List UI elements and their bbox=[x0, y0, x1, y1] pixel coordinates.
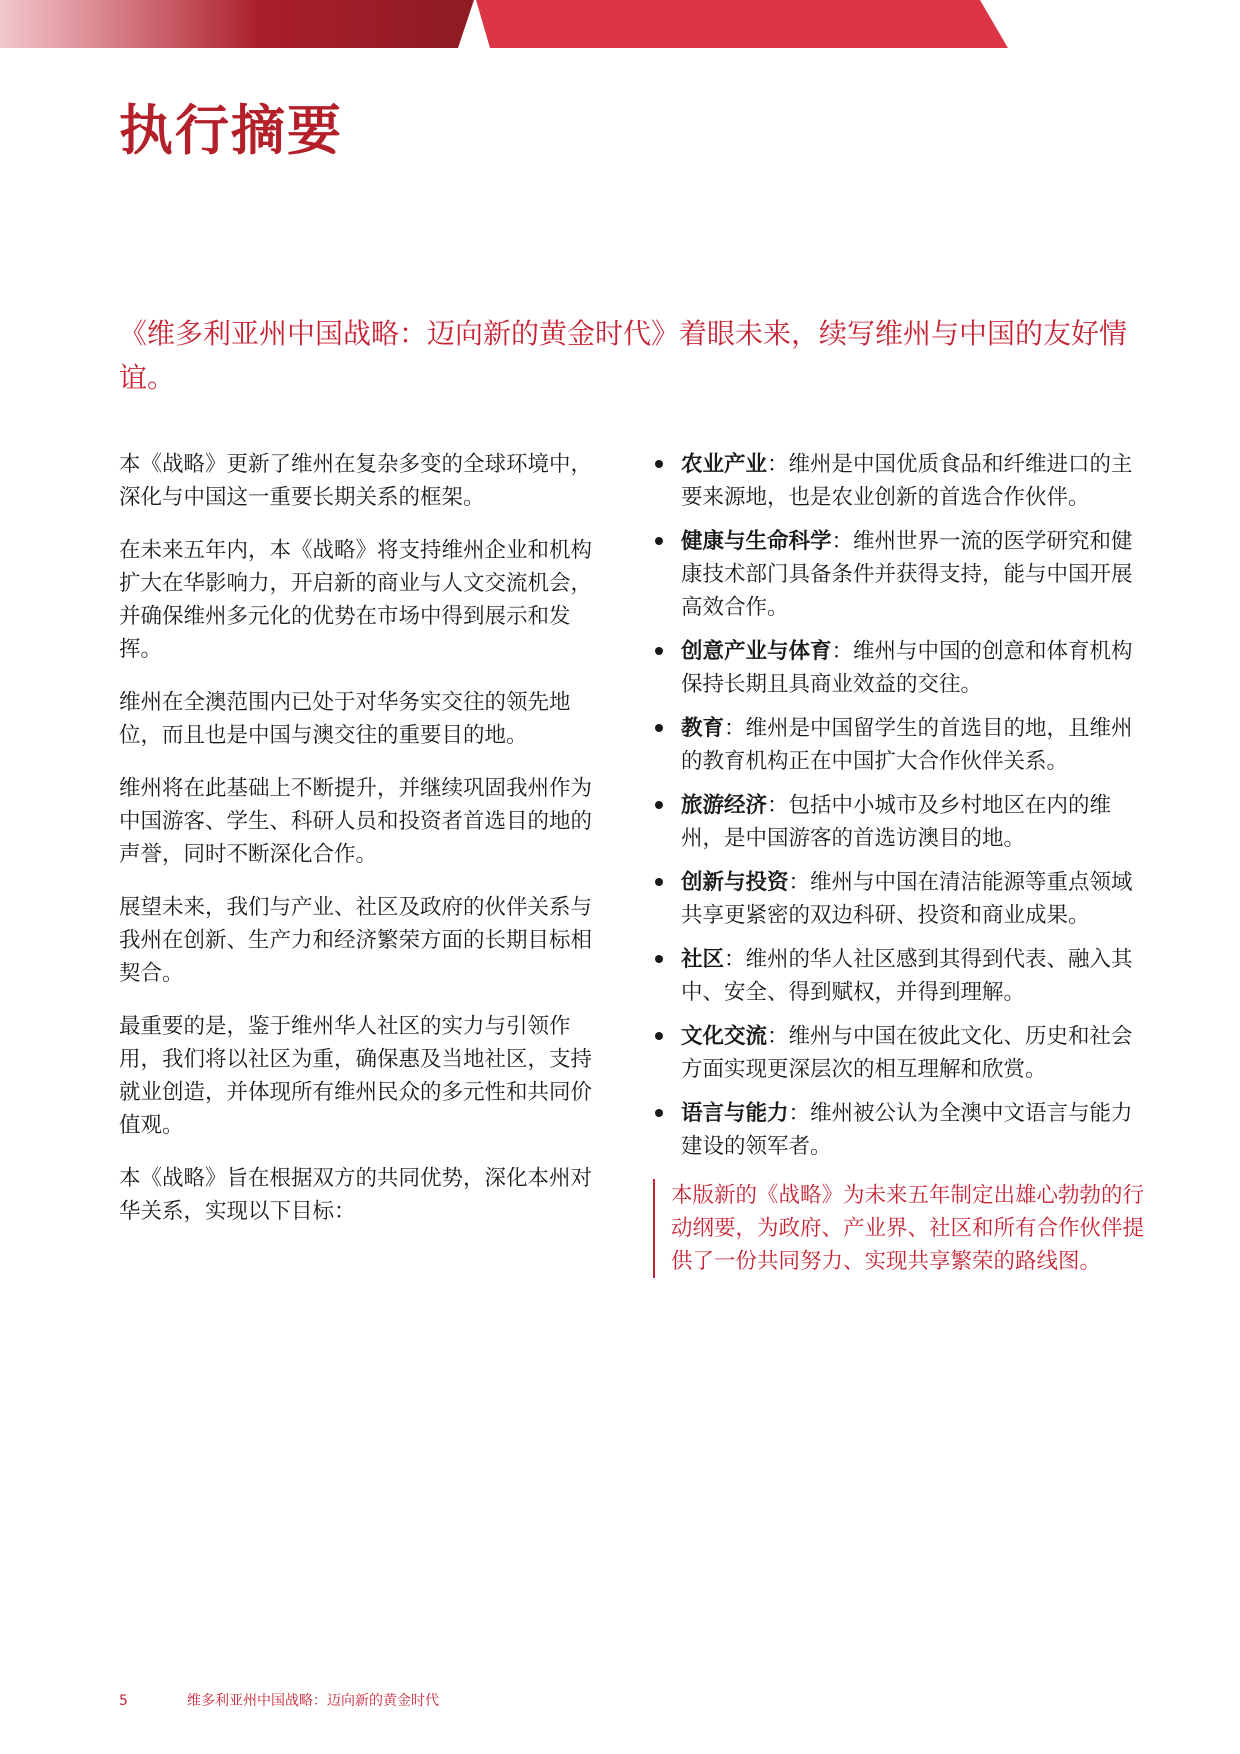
bullet-term: 农业产业 bbox=[681, 452, 768, 477]
paragraph: 最重要的是，鉴于维州华人社区的实力与引领作用，我们将以社区为重，确保惠及当地社区，支持就业创造，并体现所有维州民众的多元性和共同价值观。 bbox=[119, 1014, 593, 1138]
list-item bbox=[653, 943, 1153, 1009]
bullet-term: 文化交流 bbox=[681, 1024, 768, 1049]
bullet-text: ：维州与中国在清洁能源等重点领域共享更紧密的双边科研、投资和商业成果。 bbox=[681, 870, 1133, 928]
banner-left-band bbox=[0, 0, 474, 48]
bullet-icon bbox=[655, 955, 663, 963]
footer-title: 维多利亚州中国战略：迈向新的黄金时代 bbox=[187, 1693, 439, 1709]
left-column bbox=[119, 448, 601, 1248]
bullet-icon bbox=[655, 801, 663, 809]
top-banner bbox=[0, 0, 1240, 48]
paragraph: 维州将在此基础上不断提升，并继续巩固我州作为中国游客、学生、科研人员和投资者首选目的地的声誉，同时不断深化合作。 bbox=[119, 776, 593, 867]
bullet-term: 教育 bbox=[681, 716, 725, 741]
list-item bbox=[653, 1097, 1153, 1163]
bullet-icon bbox=[655, 878, 663, 886]
list-item bbox=[653, 866, 1153, 932]
paragraph: 展望未来，我们与产业、社区及政府的伙伴关系与我州在创新、生产力和经济繁荣方面的长期目标相契合。 bbox=[119, 895, 593, 986]
bullet-text: ：维州是中国留学生的首选目的地，且维州的教育机构正在中国扩大合作伙伴关系。 bbox=[681, 716, 1133, 774]
paragraph: 在未来五年内，本《战略》将支持维州企业和机构扩大在华影响力，开启新的商业与人文交流机会，并确保维州多元化的优势在市场中得到展示和发挥。 bbox=[119, 538, 593, 662]
bullet-icon bbox=[655, 1032, 663, 1040]
paragraph: 本《战略》更新了维州在复杂多变的全球环境中，深化与中国这一重要长期关系的框架。 bbox=[119, 452, 593, 510]
bullet-term: 创意产业与体育 bbox=[681, 639, 832, 664]
bullet-term: 语言与能力 bbox=[681, 1101, 789, 1126]
bullet-text: ：维州世界一流的医学研究和健康技术部门具备条件并获得支持，能与中国开展高效合作。 bbox=[681, 529, 1133, 620]
objectives-list bbox=[653, 448, 1153, 1163]
bullet-text: ：维州与中国的创意和体育机构保持长期且具商业效益的交往。 bbox=[681, 639, 1133, 697]
bullet-icon bbox=[655, 647, 663, 655]
page-footer bbox=[119, 1690, 439, 1710]
bullet-text: ：维州是中国优质食品和纤维进口的主要来源地，也是农业创新的首选合作伙伴。 bbox=[681, 452, 1133, 510]
bullet-term: 创新与投资 bbox=[681, 870, 789, 895]
list-item bbox=[653, 635, 1153, 701]
right-column bbox=[653, 448, 1153, 1278]
bullet-icon bbox=[655, 1109, 663, 1117]
page-title: 执行摘要 bbox=[119, 99, 343, 162]
bullet-text: ：维州与中国在彼此文化、历史和社会方面实现更深层次的相互理解和欣赏。 bbox=[681, 1024, 1133, 1082]
list-item bbox=[653, 525, 1153, 624]
bullet-term: 旅游经济 bbox=[681, 793, 768, 818]
bullet-icon bbox=[655, 724, 663, 732]
list-item bbox=[653, 712, 1153, 778]
bullet-icon bbox=[655, 460, 663, 468]
list-item bbox=[653, 448, 1153, 514]
bullet-text: ：维州被公认为全澳中文语言与能力建设的领军者。 bbox=[681, 1101, 1133, 1159]
bullet-term: 健康与生命科学 bbox=[681, 529, 832, 554]
page-number: 5 bbox=[119, 1693, 128, 1709]
bullet-text: ：维州的华人社区感到其得到代表、融入其中、安全、得到赋权，并得到理解。 bbox=[681, 947, 1133, 1005]
intro-statement: 《维多利亚州中国战略：迈向新的黄金时代》着眼未来，续写维州与中国的友好情谊。 bbox=[119, 317, 1128, 394]
bullet-text: ：包括中小城市及乡村地区在内的维州，是中国游客的首选访澳目的地。 bbox=[681, 793, 1112, 851]
bullet-icon bbox=[655, 537, 663, 545]
callout-quote: 本版新的《战略》为未来五年制定出雄心勃勃的行动纲要，为政府、产业界、社区和所有合作伙伴提供了一份共同努力、实现共享繁荣的路线图。 bbox=[653, 1179, 1153, 1278]
banner-right-band bbox=[476, 0, 1008, 48]
list-item bbox=[653, 789, 1153, 855]
list-item bbox=[653, 1020, 1153, 1086]
paragraph: 本《战略》旨在根据双方的共同优势，深化本州对华关系，实现以下目标： bbox=[119, 1166, 593, 1224]
paragraph: 维州在全澳范围内已处于对华务实交往的领先地位，而且也是中国与澳交往的重要目的地。 bbox=[119, 690, 571, 748]
bullet-term: 社区 bbox=[681, 947, 725, 972]
